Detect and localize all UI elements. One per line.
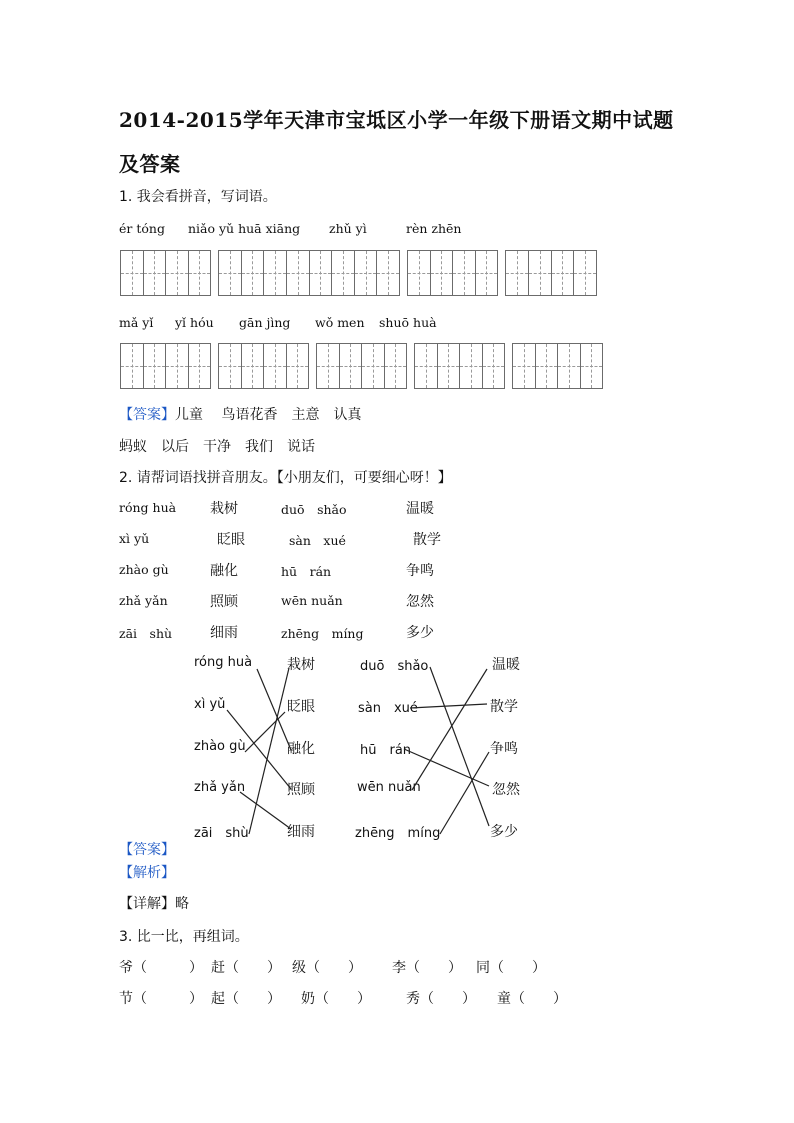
table-word-right: 散学 xyxy=(413,532,441,548)
q1-pinyin-2: niǎo yǔ huā xiāng xyxy=(188,221,301,236)
match-line xyxy=(240,792,291,829)
table-pinyin-left: zāi shù xyxy=(119,626,173,641)
q3-heading: 3. 比一比，再组词。 xyxy=(119,929,249,945)
match-line xyxy=(404,749,489,786)
match-line xyxy=(249,668,289,834)
q3-item: 节（ ） xyxy=(119,991,203,1007)
q1-pinyin-9: shuō huà xyxy=(379,315,437,330)
table-word-right: 忽然 xyxy=(406,594,434,610)
match-line xyxy=(245,712,285,752)
match-word-right: 温暖 xyxy=(492,657,520,673)
table-pinyin-left: róng huà xyxy=(119,500,177,515)
match-pinyin-left: zāi shù xyxy=(194,826,249,841)
match-line xyxy=(227,710,291,789)
match-word-right: 散学 xyxy=(490,699,518,715)
q1-pinyin-3: zhǔ yì xyxy=(329,221,367,236)
table-word-right: 多少 xyxy=(406,625,434,641)
q3-item: 起（ ） xyxy=(211,991,281,1007)
match-word-right: 忽然 xyxy=(492,782,520,798)
table-word-left: 细雨 xyxy=(210,625,238,641)
match-pinyin-right: wēn nuǎn xyxy=(357,780,421,795)
q2-analysis-tag: 【解析】 xyxy=(119,865,175,881)
match-word-left: 栽树 xyxy=(287,657,315,673)
q3-item: 奶（ ） xyxy=(301,991,371,1007)
q3-item: 李（ ） xyxy=(392,960,462,976)
match-pinyin-left: róng huà xyxy=(194,655,253,670)
q3-item: 童（ ） xyxy=(497,991,567,1007)
q3-item: 秀（ ） xyxy=(406,991,476,1007)
match-pinyin-left: zhǎ yǎn xyxy=(194,780,246,795)
q3-item: 同（ ） xyxy=(476,960,546,976)
q1-pinyin-1: ér tóng xyxy=(119,221,165,236)
table-pinyin-right: duō shǎo xyxy=(281,502,347,517)
match-word-left: 细雨 xyxy=(287,824,315,840)
match-word-left: 眨眼 xyxy=(287,699,315,715)
q3-item: 赶（ ） xyxy=(211,960,281,976)
match-pinyin-right: zhēng míng xyxy=(355,826,441,841)
q3-item: 级（ ） xyxy=(292,960,362,976)
match-word-right: 争鸣 xyxy=(490,741,518,757)
table-word-right: 温暖 xyxy=(406,501,434,517)
doc-title-line2: 及答案 xyxy=(119,152,181,176)
table-pinyin-right: hū rán xyxy=(281,564,332,579)
table-word-right: 争鸣 xyxy=(406,563,434,579)
doc-title-line1: 2014-2015学年天津市宝坻区小学一年级下册语文期中试题 xyxy=(119,108,674,132)
table-pinyin-right: wēn nuǎn xyxy=(281,593,343,608)
q3-item: 爷（ ） xyxy=(119,960,203,976)
match-word-left: 融化 xyxy=(287,741,315,757)
match-line xyxy=(410,704,487,708)
match-word-right: 多少 xyxy=(490,824,518,840)
match-line xyxy=(440,752,489,834)
table-pinyin-left: xì yǔ xyxy=(119,531,150,546)
table-word-left: 照顾 xyxy=(210,594,238,610)
match-word-left: 照顾 xyxy=(287,782,315,798)
match-pinyin-right: hū rán xyxy=(360,743,412,758)
table-pinyin-left: zhào gù xyxy=(119,562,169,577)
q1-answer-text-2: 蚂蚁 以后 干净 我们 说话 xyxy=(119,439,315,455)
q1-pinyin-5: mǎ yǐ xyxy=(119,315,154,330)
q2-answer-tag: 【答案】 xyxy=(119,842,175,858)
match-pinyin-left: zhào gù xyxy=(194,739,246,754)
match-line xyxy=(412,669,487,790)
q2-heading: 2. 请帮词语找拼音朋友。【小朋友们，可要细心呀！】 xyxy=(119,470,452,486)
table-word-left: 栽树 xyxy=(210,501,238,517)
q1-pinyin-7: gān jìng xyxy=(239,315,291,330)
q2-detail: 【详解】略 xyxy=(119,896,189,912)
q1-pinyin-8: wǒ men xyxy=(315,315,365,330)
match-pinyin-right: sàn xué xyxy=(358,701,418,716)
table-word-left: 眨眼 xyxy=(217,532,245,548)
table-pinyin-left: zhǎ yǎn xyxy=(119,593,168,608)
q1-pinyin-6: yǐ hóu xyxy=(175,315,214,330)
match-pinyin-right: duō shǎo xyxy=(360,659,429,674)
table-word-left: 融化 xyxy=(210,563,238,579)
q1-answer-text-1: 儿童 鸟语花香 主意 认真 xyxy=(175,407,362,423)
q1-pinyin-4: rèn zhēn xyxy=(406,221,462,236)
table-pinyin-right: zhēng míng xyxy=(281,626,364,641)
table-pinyin-right: sàn xué xyxy=(289,533,346,548)
match-pinyin-left: xì yǔ xyxy=(194,697,226,712)
q1-heading: 1. 我会看拼音，写词语。 xyxy=(119,189,277,205)
answer-tag: 【答案】 xyxy=(119,407,175,423)
